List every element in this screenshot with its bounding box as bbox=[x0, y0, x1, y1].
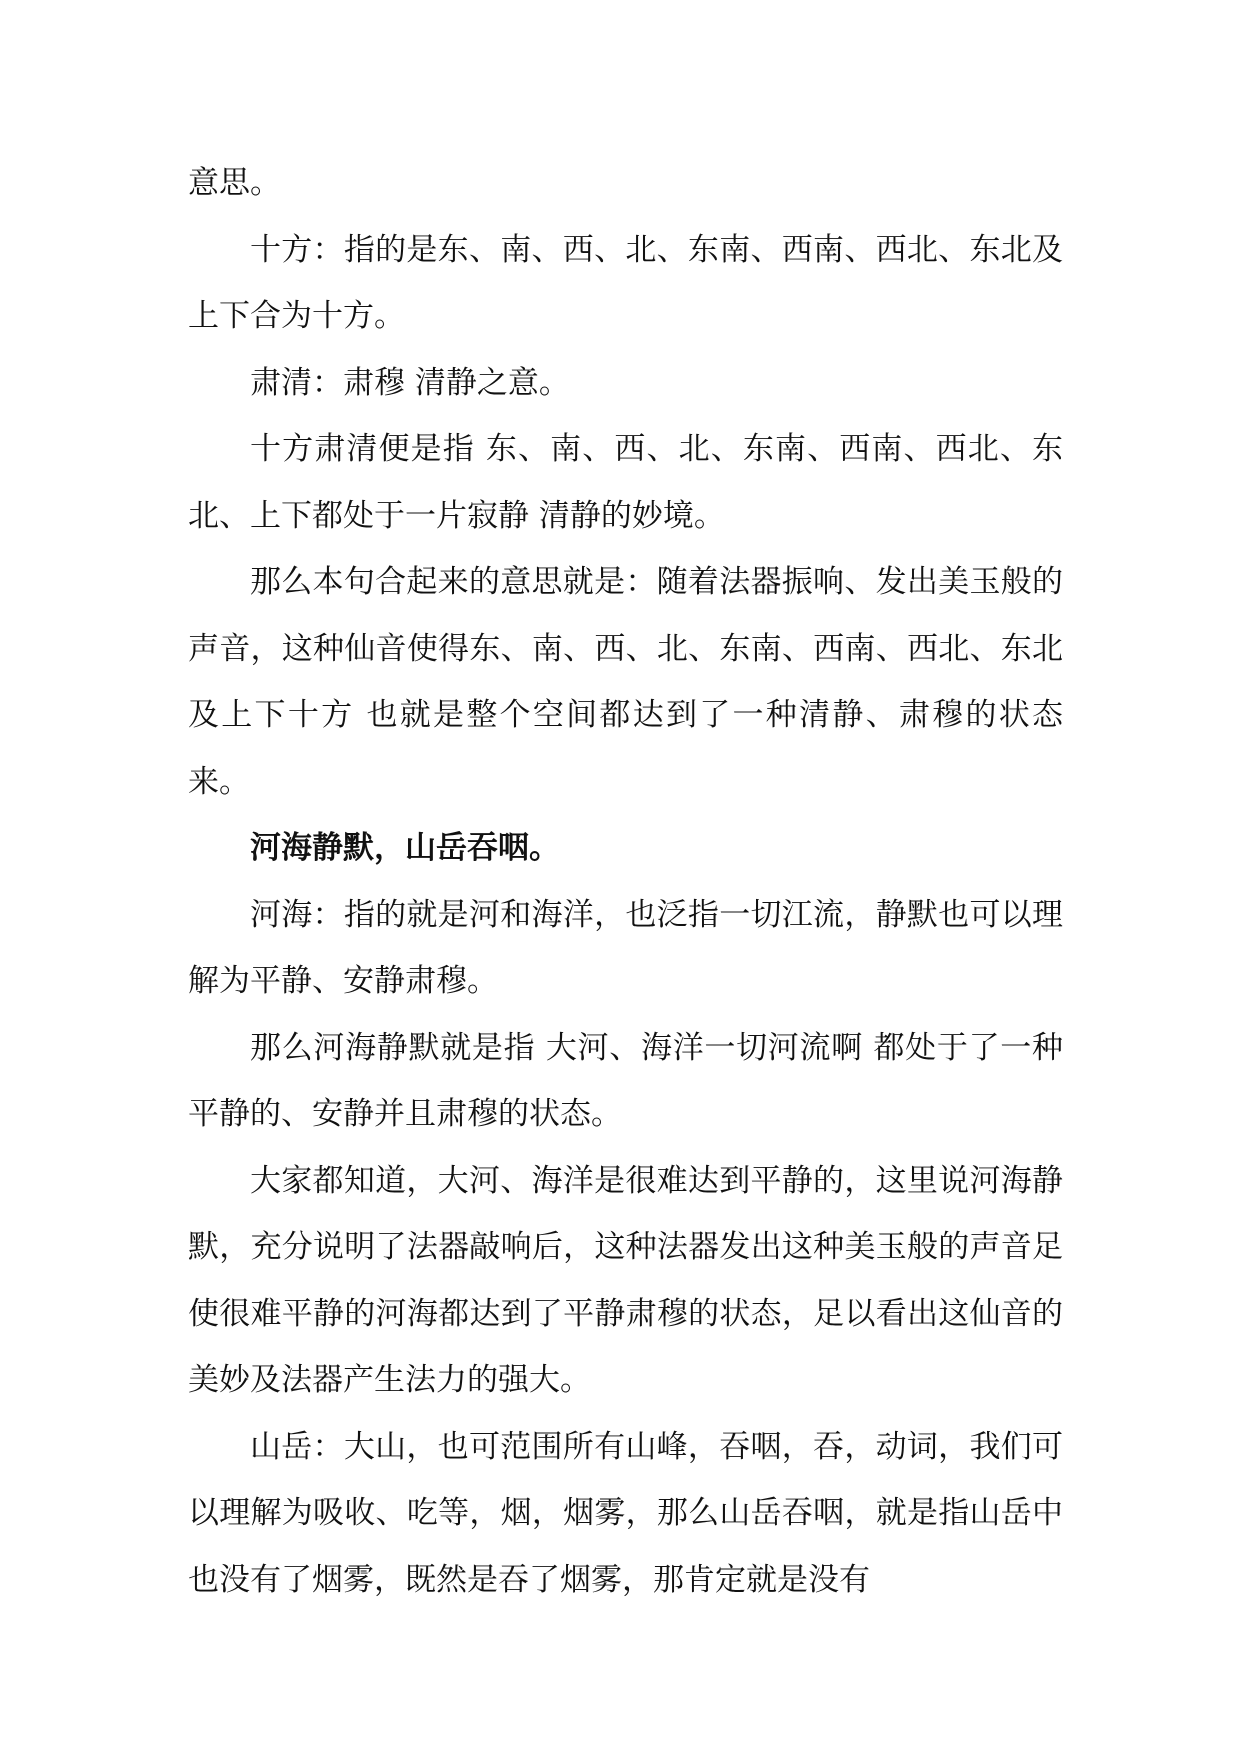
document-body bbox=[188, 150, 1063, 1613]
paragraph-2: 十方：指的是东、南、西、北、东南、西南、西北、东北及上下合为十方。 bbox=[188, 231, 1063, 334]
paragraph-8: 那么河海静默就是指 大河、海洋一切河流啊 都处于了一种平静的、安静并且肃穆的状态。 bbox=[188, 1029, 1063, 1132]
paragraph-5: 那么本句合起来的意思就是：随着法器振响、发出美玉般的声音，这种仙音使得东、南、西、北、东南、西南、西北、东北及上下十方 也就是整个空间都达到了一种清静、肃穆的状态来。 bbox=[188, 564, 1063, 800]
section-heading: 河海静默，山岳吞咽。 bbox=[250, 830, 560, 866]
paragraph-4: 十方肃清便是指 东、南、西、北、东南、西南、西北、东北、上下都处于一片寂静 清静的妙境。 bbox=[188, 431, 1063, 534]
paragraph-10: 山岳：大山，也可范围所有山峰，吞咽，吞，动词，我们可以理解为吸收、吃等，烟，烟雾，那么山岳吞咽，就是指山岳中也没有了烟雾，既然是吞了烟雾，那肯定就是没有 bbox=[188, 1428, 1063, 1598]
paragraph-9: 大家都知道，大河、海洋是很难达到平静的，这里说河海静默，充分说明了法器敲响后，这种法器发出这种美玉般的声音足使很难平静的河海都达到了平静肃穆的状态，足以看出这仙音的美妙及法器产生法力的强大。 bbox=[188, 1162, 1063, 1398]
paragraph-3: 肃清：肃穆 清静之意。 bbox=[250, 364, 570, 401]
paragraph-1: 意思。 bbox=[188, 165, 281, 201]
paragraph-7: 河海：指的就是河和海洋，也泛指一切江流，静默也可以理解为平静、安静肃穆。 bbox=[188, 896, 1063, 999]
